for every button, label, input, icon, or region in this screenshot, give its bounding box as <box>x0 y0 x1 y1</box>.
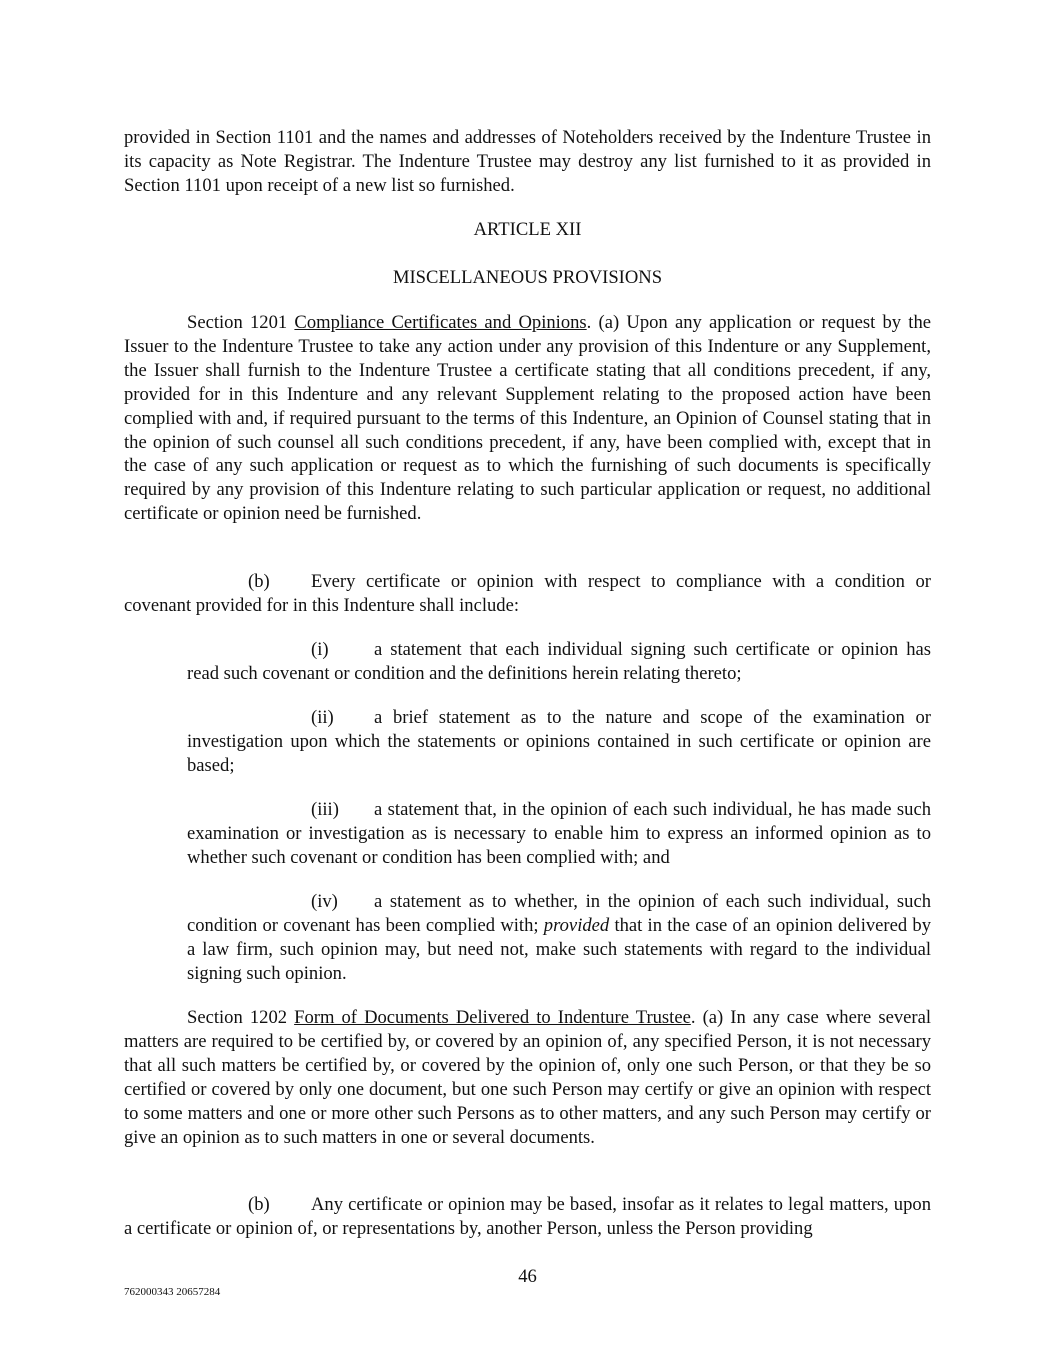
list-item-label: (iii) <box>311 799 339 820</box>
section-1201-b-label: (b) <box>248 571 270 592</box>
section-1202-a-text: . (a) In any case where several matters are required to be certified by, or covered by an opinion of, any specified Person, it is not necessary that all such matters be certified by, or covered by the opinion of, only one such Person, or that they be so certified or covered by only one document, but one such Person may certify or give an opinion with respect to some matters and one or more other such Persons as to other matters, and any such Person may certify or give an opinion as to such matters in one or several documents. <box>124 1007 931 1148</box>
section-1202-label: Section 1202 <box>187 1007 288 1028</box>
section-1202-heading: Form of Documents Delivered to Indenture Trustee <box>294 1007 691 1028</box>
article-number: ARTICLE XII <box>473 219 582 240</box>
list-item-italic: provided <box>543 914 610 936</box>
list-item-label: (i) <box>311 639 329 660</box>
list-item-text-after: that in the case of an opinion delivered by a law firm, such opinion may, but need not, make such statements with regard to the individual signing such opinion. <box>187 914 931 984</box>
list-item-text: a statement that each individual signing such certificate or opinion has read such covenant or condition and the definitions herein relating thereto; <box>187 639 931 684</box>
carryover-paragraph: provided in Section 1101 and the names and addresses of Noteholders received by the Indenture Trustee in its capacity as Note Registrar. The Indenture Trustee may destroy any list furnished to it as provided in Section 1101 upon receipt of a new list so furnished. <box>124 127 931 196</box>
list-item-text: a brief statement as to the nature and scope of the examination or investigation upon which the statements or opinions contained in such certificate or opinion are based; <box>187 707 931 776</box>
list-item-iv <box>187 890 931 986</box>
section-1202-b-label: (b) <box>248 1194 270 1215</box>
list-item-text-before: a statement as to whether, in the opinion of each such individual, such condition or covenant has been complied with; <box>187 891 931 936</box>
page-number: 46 <box>518 1266 537 1287</box>
list-item-i <box>187 638 931 686</box>
section-1202-paragraph-a <box>124 1006 931 1149</box>
list-item-text: a statement that, in the opinion of each such individual, he has made such examination or investigation as is necessary to enable him to express an informed opinion as to whether such covenant or condition has been complied with; and <box>187 799 931 868</box>
list-item-iii <box>187 798 931 870</box>
section-1202-paragraph-b <box>124 1193 931 1241</box>
document-id: 762000343 20657284 <box>124 1286 221 1298</box>
list-item-ii <box>187 706 931 778</box>
section-1201-paragraph-b <box>124 570 931 618</box>
list-item-label: (iv) <box>311 891 338 912</box>
section-1201-paragraph-a <box>124 311 931 526</box>
section-1202-b-text: Any certificate or opinion may be based, insofar as it relates to legal matters, upon a certificate or opinion of, or representations by, another Person, unless the Person providing <box>124 1194 931 1239</box>
section-1201-a-text: . (a) Upon any application or request by the Issuer to the Indenture Trustee to take any action under any provision of this Indenture or any Supplement, the Issuer shall furnish to the Indenture Trustee a certificate stating that all conditions precedent, if any, provided for in this Indenture and any relevant Supplement relating to the proposed action have been complied with and, if required pursuant to the terms of this Indenture, an Opinion of Counsel stating that in the opinion of such counsel all such conditions precedent, if any, have been complied with, except that in the case of any such application or request as to which the furnishing of such documents is specifically required by any provision of this Indenture relating to such particular application or request, no additional certificate or opinion need be furnished. <box>124 312 931 525</box>
list-item-label: (ii) <box>311 707 334 728</box>
section-1201-label: Section 1201 <box>187 312 288 333</box>
article-title: MISCELLANEOUS PROVISIONS <box>392 267 663 288</box>
section-1201-heading: Compliance Certificates and Opinions <box>294 312 587 333</box>
section-1201-b-text: Every certificate or opinion with respect to compliance with a condition or covenant provided for in this Indenture shall include: <box>124 571 931 616</box>
